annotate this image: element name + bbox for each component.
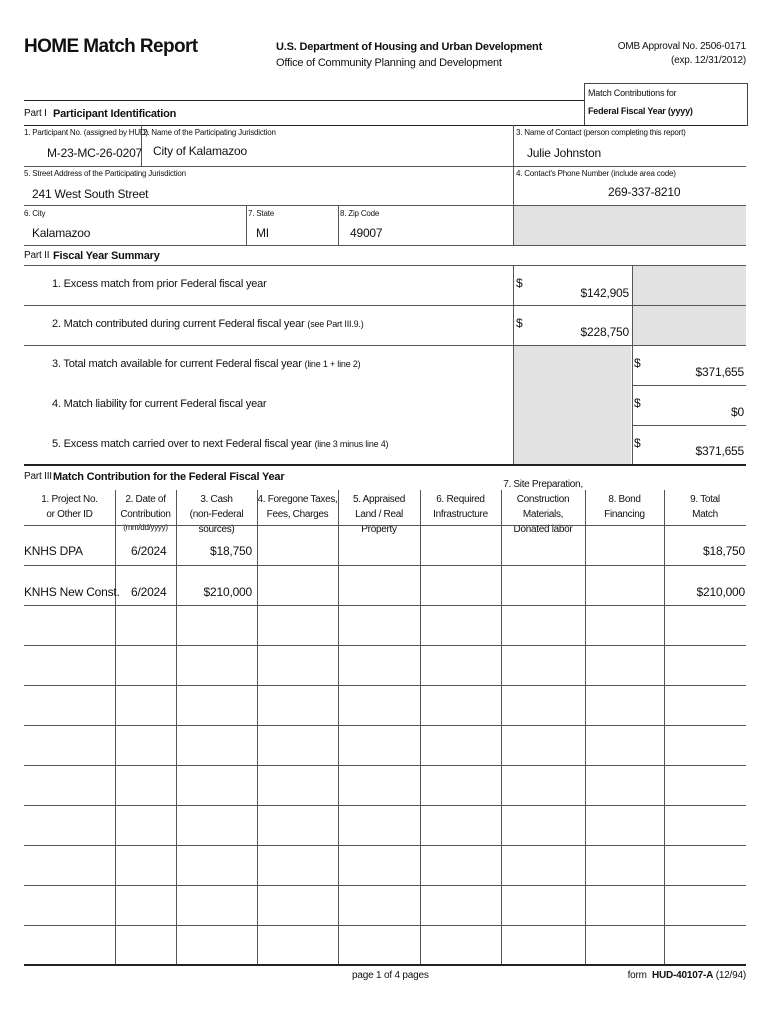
col-appraised-header: 5. Appraised Land / Real Property	[353, 494, 405, 535]
phone-field[interactable]: 269-337-8210	[608, 185, 681, 199]
part2-title: Fiscal Year Summary	[53, 250, 160, 262]
row2-date-field[interactable]: 6/2024	[131, 585, 167, 599]
col-infrastructure-header: 6. Required Infrastructure	[433, 494, 488, 520]
summary-line3-label: 3. Total match available for current Federal fiscal year (line 1 + line 2)	[52, 358, 361, 370]
city-field[interactable]: Kalamazoo	[32, 226, 91, 240]
line3-currency: $	[634, 356, 641, 370]
omb-expiration: (exp. 12/31/2012)	[671, 55, 746, 66]
jurisdiction-name-label: 2. Name of the Participating Jurisdiction	[143, 128, 276, 137]
col-total-header: 9. Total Match	[690, 494, 720, 520]
row1-project-field[interactable]: KNHS DPA	[24, 544, 83, 558]
form-number: form HUD-40107-A (12/94)	[627, 970, 746, 981]
contact-name-label: 3. Name of Contact (person completing this report)	[516, 128, 686, 137]
row2-cash-field[interactable]: $210,000	[203, 585, 252, 599]
row2-total-field[interactable]: $210,000	[696, 585, 745, 599]
match-liability-field[interactable]: $0	[731, 405, 744, 419]
line1-currency: $	[516, 276, 523, 290]
summary-line4-label: 4. Match liability for current Federal fiscal year	[52, 398, 267, 410]
agency-name: U.S. Department of Housing and Urban Development	[276, 41, 543, 53]
city-label: 6. City	[24, 209, 46, 218]
page-number: page 1 of 4 pages	[352, 970, 429, 981]
summary-line5-label: 5. Excess match carried over to next Federal fiscal year (line 3 minus line 4)	[52, 438, 389, 450]
row1-date-field[interactable]: 6/2024	[131, 544, 167, 558]
match-contributed-field[interactable]: $228,750	[580, 325, 629, 339]
omb-approval: OMB Approval No. 2506-0171	[617, 41, 746, 52]
contact-name-field[interactable]: Julie Johnston	[527, 146, 601, 160]
total-match-available-field[interactable]: $371,655	[695, 365, 744, 379]
summary-line1-label: 1. Excess match from prior Federal fiscal year	[52, 278, 267, 290]
col-cash-header: 3. Cash (non-Federal sources)	[189, 494, 244, 535]
part2-label: Part II	[24, 250, 50, 261]
zip-label: 8. Zip Code	[340, 209, 380, 218]
street-address-field[interactable]: 241 West South Street	[32, 187, 149, 201]
part3-label: Part III	[24, 471, 52, 482]
row1-cash-field[interactable]: $18,750	[210, 544, 252, 558]
col-foregone-header: 4. Foregone Taxes, Fees, Charges	[257, 494, 338, 520]
match-box-label: Match Contributions for	[588, 88, 677, 98]
col-bond-header: 8. Bond Financing	[604, 494, 645, 520]
excess-match-prior-field[interactable]: $142,905	[580, 286, 629, 300]
row2-project-field[interactable]: KNHS New Const.	[24, 585, 120, 599]
participant-no-label: 1. Participant No. (assigned by HUD)	[24, 128, 148, 137]
line2-currency: $	[516, 316, 523, 330]
excess-match-carried-field[interactable]: $371,655	[695, 444, 744, 458]
report-title: HOME Match Report	[24, 36, 198, 57]
col-date-header: 2. Date of Contribution (mm/dd/yyyy)	[120, 494, 171, 532]
col-site-prep-header: 7. Site Preparation, Construction Materials, Donated labor	[503, 479, 583, 535]
federal-fiscal-year-field[interactable]: Federal Fiscal Year (yyyy)	[588, 106, 693, 116]
summary-line2-label: 2. Match contributed during current Federal fiscal year (see Part III.9.)	[52, 318, 364, 330]
participant-no-field[interactable]: M-23-MC-26-0207	[47, 146, 143, 160]
part3-title: Match Contribution for the Federal Fiscal Year	[53, 471, 285, 483]
col-project-header: 1. Project No. or Other ID	[41, 494, 98, 520]
state-label: 7. State	[248, 209, 274, 218]
phone-label: 4. Contact's Phone Number (include area code)	[516, 169, 676, 178]
state-field[interactable]: MI	[256, 226, 269, 240]
office-name: Office of Community Planning and Development	[276, 57, 502, 69]
part1-title: Participant Identification	[53, 108, 177, 120]
line5-currency: $	[634, 436, 641, 450]
line4-currency: $	[634, 396, 641, 410]
street-address-label: 5. Street Address of the Participating Jurisdiction	[24, 169, 186, 178]
row1-total-field[interactable]: $18,750	[703, 544, 745, 558]
jurisdiction-name-field[interactable]: City of Kalamazoo	[153, 144, 247, 158]
zip-field[interactable]: 49007	[350, 226, 383, 240]
part1-label: Part I	[24, 108, 47, 119]
